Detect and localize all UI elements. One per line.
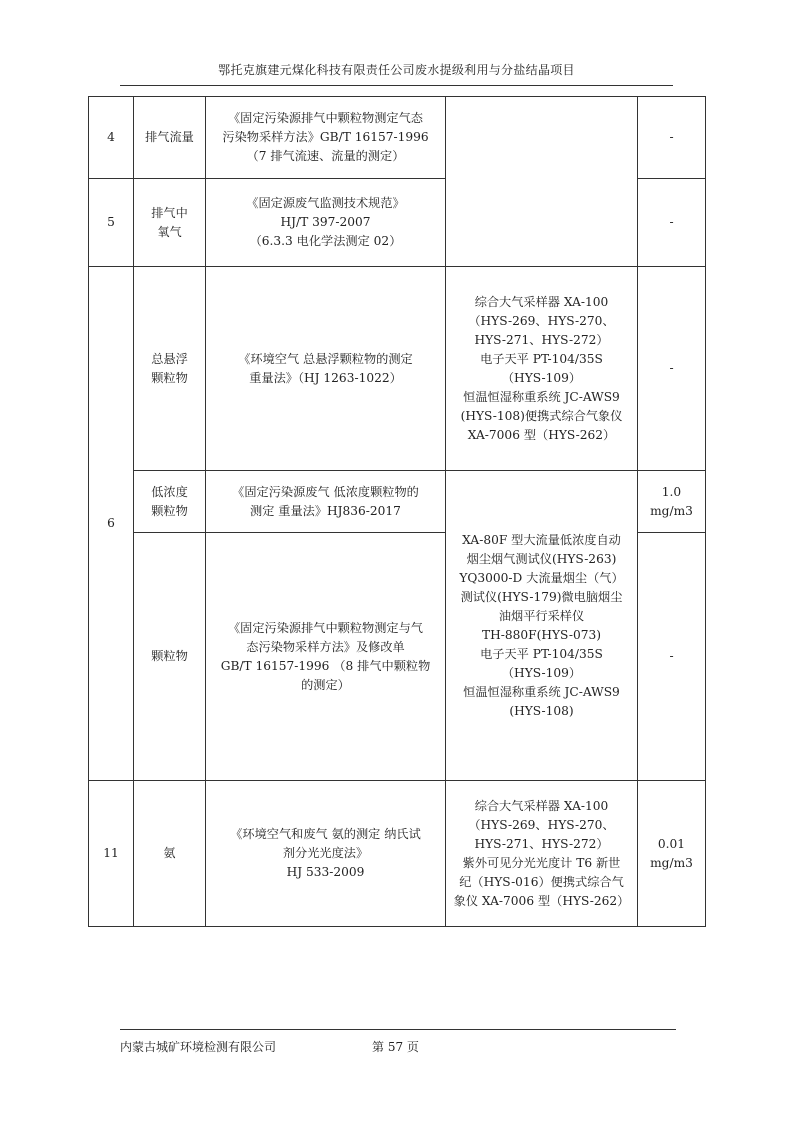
method-standard: 《固定污染源排气中颗粒物测定与气 态污染物采样方法》及修改单 GB/T 16157-1996 （8 排气中颗粒物 的测定） [206,533,446,781]
item-name: 氨 [134,781,206,927]
detection-limit: 1.0 mg/m3 [638,471,706,533]
header-divider [120,85,673,86]
row-number: 6 [89,267,134,781]
page-header-title: 鄂托克旗建元煤化科技有限责任公司废水提级利用与分盐结晶项目 [218,63,575,77]
item-name: 总悬浮 颗粒物 [134,267,206,471]
row-number: 4 [89,97,134,179]
method-standard: 《环境空气和废气 氨的测定 纳氏试 剂分光光度法》 HJ 533-2009 [206,781,446,927]
instrument-cell: 综合大气采样器 XA-100 （HYS-269、HYS-270、 HYS-271、HYS-272） 电子天平 PT-104/35S （HYS-109） 恒温恒湿称重系统 JC-AWS9 (HYS-108)便携式综合气象仪 XA-7006 型（HYS-262） [446,267,638,471]
instrument-cell: XA-80F 型大流量低浓度自动 烟尘烟气测试仪(HYS-263) YQ3000-D 大流量烟尘（气） 测试仪(HYS-179)微电脑烟尘 油烟平行采样仪 TH-880F(HYS-073) 电子天平 PT-104/35S （HYS-109） 恒温恒湿称重系统 JC-AWS9 (HYS-108) [446,471,638,781]
detection-limit: - [638,179,706,267]
monitoring-methods-table [88,96,706,927]
table-row [89,471,706,533]
instrument-cell: 综合大气采样器 XA-100 （HYS-269、HYS-270、 HYS-271、HYS-272） 紫外可见分光光度计 T6 新世 纪（HYS-016）便携式综合气 象仪 XA-7006 型（HYS-262） [446,781,638,927]
detection-limit: - [638,97,706,179]
item-name: 颗粒物 [134,533,206,781]
method-standard: 《固定污染源排气中颗粒物测定气态 污染物采样方法》GB/T 16157-1996 （7 排气流速、流量的测定） [206,97,446,179]
table-row [89,781,706,927]
footer-divider [120,1029,676,1030]
detection-limit: - [638,267,706,471]
footer-company: 内蒙古城矿环境检测有限公司 [120,1040,277,1054]
row-number: 5 [89,179,134,267]
item-name: 低浓度 颗粒物 [134,471,206,533]
detection-limit: 0.01 mg/m3 [638,781,706,927]
item-name: 排气中 氧气 [134,179,206,267]
method-standard: 《固定污染源废气 低浓度颗粒物的 测定 重量法》HJ836-2017 [206,471,446,533]
table-row [89,97,706,179]
table-row [89,267,706,471]
footer-page-number: 第 57 页 [372,1040,419,1054]
item-name: 排气流量 [134,97,206,179]
method-standard: 《固定源废气监测技术规范》 HJ/T 397-2007 （6.3.3 电化学法测定 02） [206,179,446,267]
detection-limit: - [638,533,706,781]
method-standard: 《环境空气 总悬浮颗粒物的测定 重量法》（HJ 1263-1022） [206,267,446,471]
row-number: 11 [89,781,134,927]
instrument-cell [446,97,638,267]
